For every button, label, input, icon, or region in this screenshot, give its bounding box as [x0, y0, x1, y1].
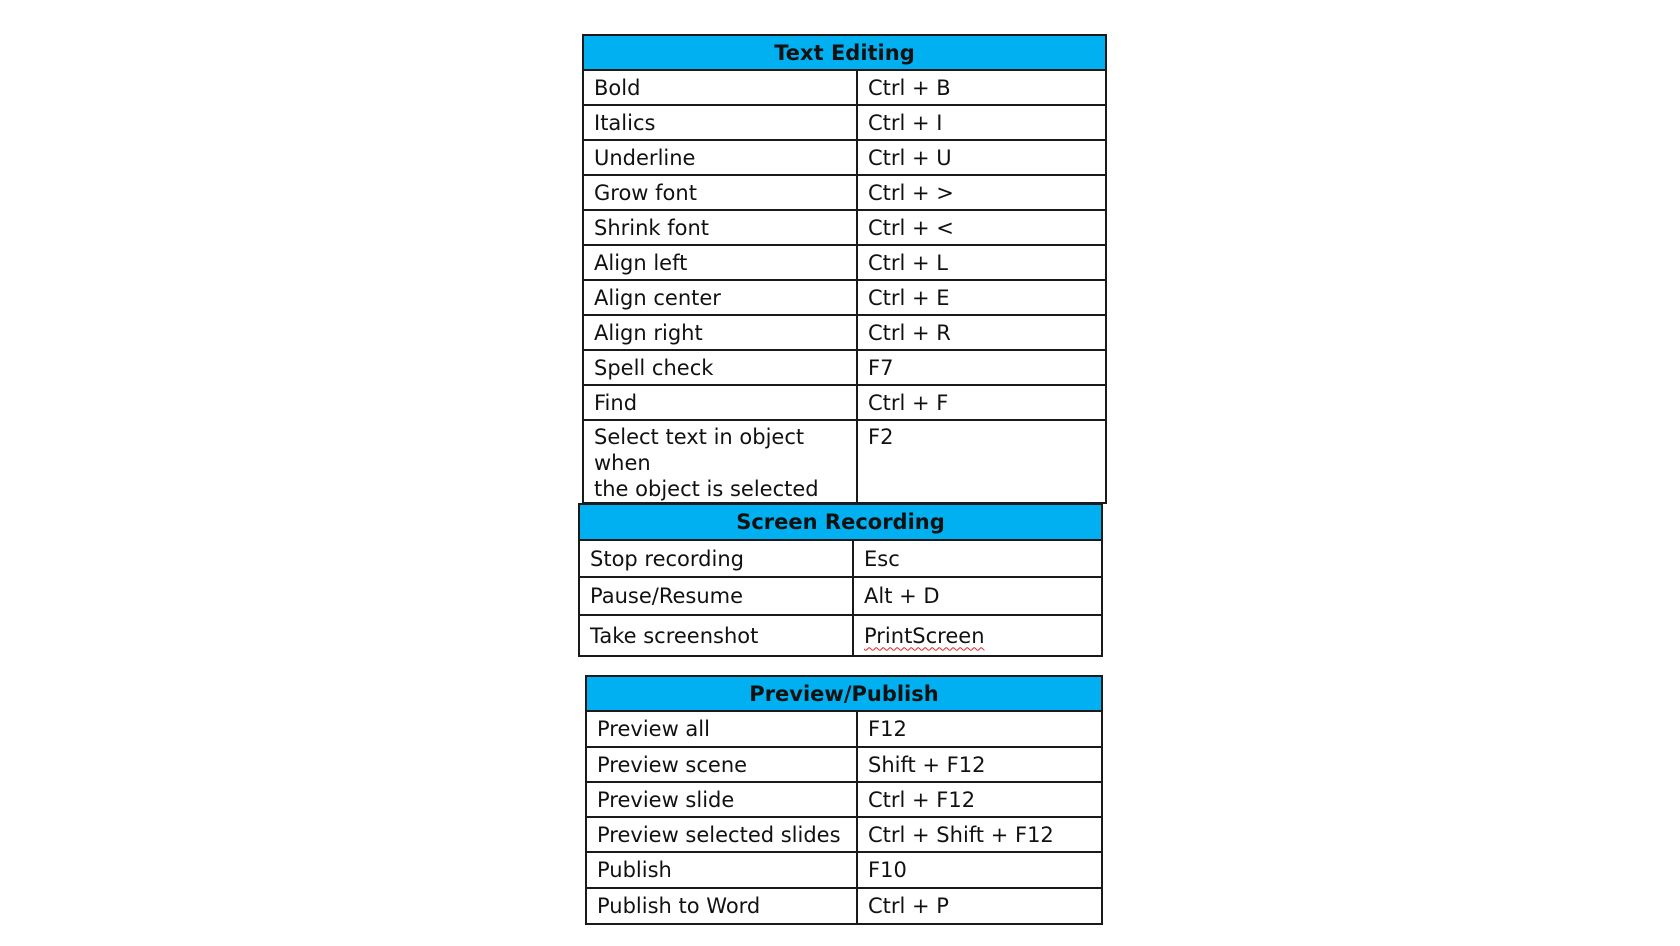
action-cell: Shrink font — [583, 210, 857, 245]
preview-publish-header: Preview/Publish — [586, 676, 1102, 711]
shortcut-cell: F2 — [857, 420, 1106, 503]
action-cell: Align left — [583, 245, 857, 280]
action-cell: Take screenshot — [579, 615, 853, 656]
shortcut-cell: Ctrl + F12 — [857, 782, 1102, 817]
table-row — [583, 105, 1106, 140]
screen-recording-table — [578, 503, 1103, 657]
shortcut-cell: Ctrl + R — [857, 315, 1106, 350]
table-row — [583, 210, 1106, 245]
action-cell: Preview all — [586, 711, 857, 747]
table-row — [579, 540, 1102, 577]
shortcut-cell: Ctrl + U — [857, 140, 1106, 175]
table-row — [586, 852, 1102, 888]
table-row — [583, 140, 1106, 175]
shortcut-cell — [853, 615, 1102, 656]
action-line-1: Select text in object when — [594, 425, 805, 475]
text-editing-header: Text Editing — [583, 35, 1106, 70]
table-row — [583, 70, 1106, 105]
table-row — [586, 747, 1102, 782]
action-cell: Align center — [583, 280, 857, 315]
preview-publish-table — [585, 675, 1103, 925]
table-row — [586, 817, 1102, 852]
action-cell: Underline — [583, 140, 857, 175]
shortcut-cell: Ctrl + < — [857, 210, 1106, 245]
shortcut-cell: Alt + D — [853, 577, 1102, 615]
screen-recording-header: Screen Recording — [579, 504, 1102, 540]
action-cell: Grow font — [583, 175, 857, 210]
table-row — [583, 350, 1106, 385]
shortcut-cell: Ctrl + > — [857, 175, 1106, 210]
action-cell: Stop recording — [579, 540, 853, 577]
action-line-2: the object is selected — [594, 477, 819, 501]
table-row — [583, 280, 1106, 315]
table-row — [583, 245, 1106, 280]
action-cell: Preview slide — [586, 782, 857, 817]
shortcut-cell: F10 — [857, 852, 1102, 888]
action-cell: Preview selected slides — [586, 817, 857, 852]
shortcut-cell: Ctrl + B — [857, 70, 1106, 105]
table-row — [586, 711, 1102, 747]
shortcut-cell: Ctrl + P — [857, 888, 1102, 924]
shortcut-cell: Ctrl + F — [857, 385, 1106, 420]
action-cell: Preview scene — [586, 747, 857, 782]
table-row — [586, 782, 1102, 817]
action-cell: Publish to Word — [586, 888, 857, 924]
shortcut-cell: Ctrl + L — [857, 245, 1106, 280]
table-row — [583, 315, 1106, 350]
action-cell: Align right — [583, 315, 857, 350]
table-row — [583, 420, 1106, 503]
misspelled-word: PrintScreen — [864, 623, 985, 648]
action-cell — [583, 420, 857, 503]
shortcut-cell: Shift + F12 — [857, 747, 1102, 782]
shortcut-cell: Ctrl + Shift + F12 — [857, 817, 1102, 852]
action-cell: Publish — [586, 852, 857, 888]
action-cell: Spell check — [583, 350, 857, 385]
shortcut-cell: Ctrl + I — [857, 105, 1106, 140]
text-editing-table — [582, 34, 1107, 504]
table-row — [583, 385, 1106, 420]
shortcut-cell: F12 — [857, 711, 1102, 747]
shortcut-cell: Esc — [853, 540, 1102, 577]
action-cell: Bold — [583, 70, 857, 105]
table-row — [579, 615, 1102, 656]
action-cell: Pause/Resume — [579, 577, 853, 615]
table-row — [586, 888, 1102, 924]
table-row — [583, 175, 1106, 210]
action-cell: Find — [583, 385, 857, 420]
shortcut-cell: Ctrl + E — [857, 280, 1106, 315]
table-row — [579, 577, 1102, 615]
shortcut-cell: F7 — [857, 350, 1106, 385]
action-cell: Italics — [583, 105, 857, 140]
